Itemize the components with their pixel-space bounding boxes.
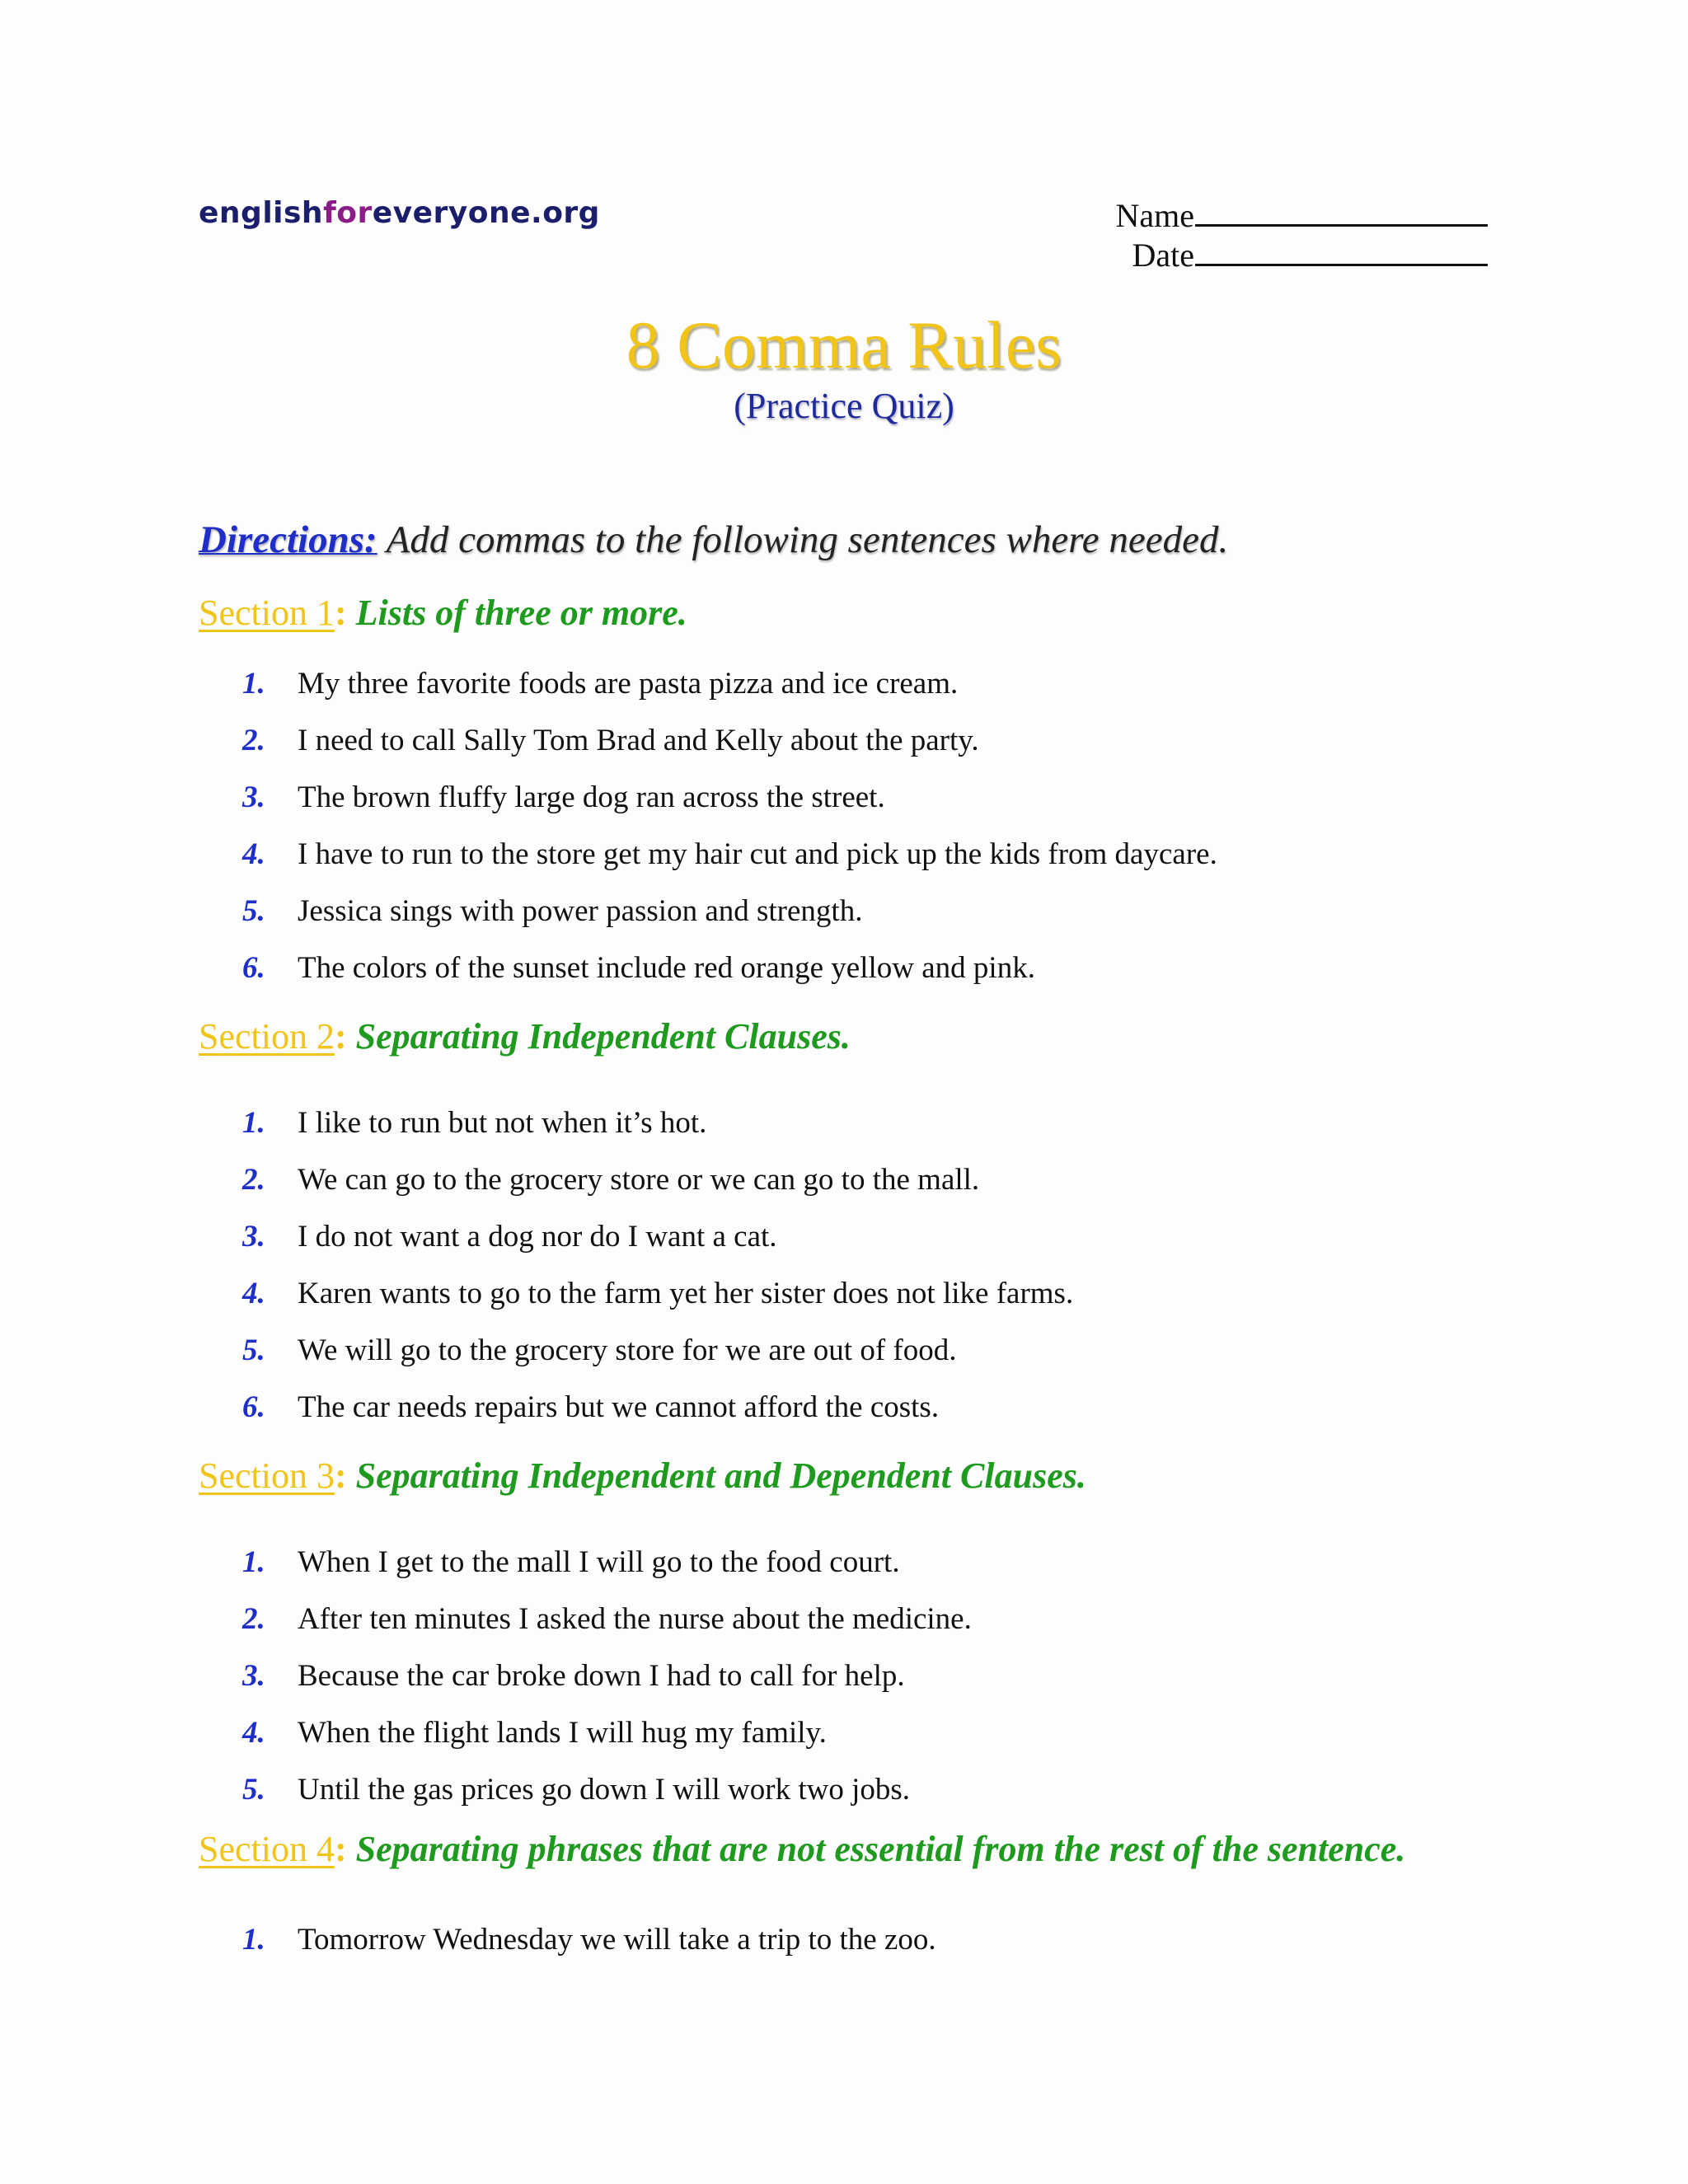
question-text: I do not want a dog nor do I want a cat. (298, 1220, 777, 1254)
section-label: Section 4 (199, 1829, 335, 1869)
question-text: I need to call Sally Tom Brad and Kelly about the party. (298, 724, 979, 757)
question-text: When the flight lands I will hug my family. (298, 1716, 827, 1750)
question-number: 2. (242, 1163, 265, 1197)
question-number: 4. (242, 1716, 265, 1750)
logo-part-everyone: everyone.org (372, 196, 600, 230)
question-text: I like to run but not when it’s hot. (298, 1106, 707, 1140)
question-text: We will go to the grocery store for we are out of food. (298, 1333, 957, 1367)
question-number: 3. (242, 1659, 265, 1693)
directions (199, 518, 1228, 562)
logo-part-for: for (323, 196, 373, 230)
section-4-heading (199, 1828, 1405, 1870)
question-text: Until the gas prices go down I will work two jobs. (298, 1773, 910, 1807)
question-text: The brown fluffy large dog ran across the street. (298, 780, 885, 814)
question-number: 5. (242, 1333, 265, 1367)
question-text: The colors of the sunset include red orange yellow and pink. (298, 951, 1035, 985)
question-text: Jessica sings with power passion and strength. (298, 894, 863, 928)
question-number: 6. (242, 1390, 265, 1424)
name-blank-line (1195, 196, 1488, 227)
question-number: 1. (242, 1923, 265, 1957)
question-text: I have to run to the store get my hair cut and pick up the kids from daycare. (298, 837, 1217, 871)
section-label: Section 1 (199, 593, 335, 633)
directions-label: Directions: (199, 518, 377, 561)
section-3-heading (199, 1455, 1086, 1497)
question-number: 2. (242, 1602, 265, 1636)
question-number: 4. (242, 1277, 265, 1310)
section-title: Separating Independent and Dependent Clauses. (355, 1455, 1086, 1496)
section-colon: : (334, 593, 356, 633)
question-text: When I get to the mall I will go to the food court. (298, 1545, 900, 1579)
question-number: 5. (242, 894, 265, 928)
section-1-heading (199, 592, 687, 634)
question-text: After ten minutes I asked the nurse about the medicine. (298, 1602, 972, 1636)
section-title: Separating phrases that are not essential from the rest of the sentence. (355, 1829, 1406, 1869)
section-title: Separating Independent Clauses. (355, 1016, 851, 1057)
name-field (1115, 196, 1488, 235)
question-text: The car needs repairs but we cannot afford the costs. (298, 1390, 940, 1424)
question-number: 1. (242, 1106, 265, 1140)
name-label: Name (1115, 197, 1194, 234)
section-colon: : (334, 1455, 356, 1496)
question-number: 4. (242, 837, 265, 871)
question-number: 6. (242, 951, 265, 985)
section-colon: : (334, 1016, 356, 1057)
section-title: Lists of three or more. (355, 593, 687, 633)
date-label: Date (1132, 237, 1194, 274)
question-number: 3. (242, 1220, 265, 1254)
question-number: 2. (242, 724, 265, 757)
question-number: 1. (242, 1545, 265, 1579)
section-2-heading (199, 1015, 851, 1057)
site-logo[interactable] (199, 196, 600, 230)
question-text: Tomorrow Wednesday we will take a trip to the zoo. (298, 1923, 936, 1957)
section-label: Section 3 (199, 1455, 335, 1496)
question-number: 5. (242, 1773, 265, 1807)
section-colon: : (334, 1829, 356, 1869)
worksheet-title: 8 Comma Rules (626, 307, 1062, 382)
worksheet-subtitle: (Practice Quiz) (734, 386, 954, 426)
directions-text: Add commas to the following sentences where needed. (377, 518, 1229, 561)
question-text: We can go to the grocery store or we can go to the mall. (298, 1163, 980, 1197)
question-text: Because the car broke down I had to call for help. (298, 1659, 905, 1693)
section-label: Section 2 (199, 1016, 335, 1057)
date-blank-line (1195, 236, 1488, 266)
question-text: Karen wants to go to the farm yet her sister does not like farms. (298, 1277, 1074, 1310)
question-number: 3. (242, 780, 265, 814)
question-text: My three favorite foods are pasta pizza and ice cream. (298, 667, 959, 701)
logo-part-english: english (199, 196, 324, 230)
question-number: 1. (242, 667, 265, 701)
date-field (1132, 236, 1488, 274)
